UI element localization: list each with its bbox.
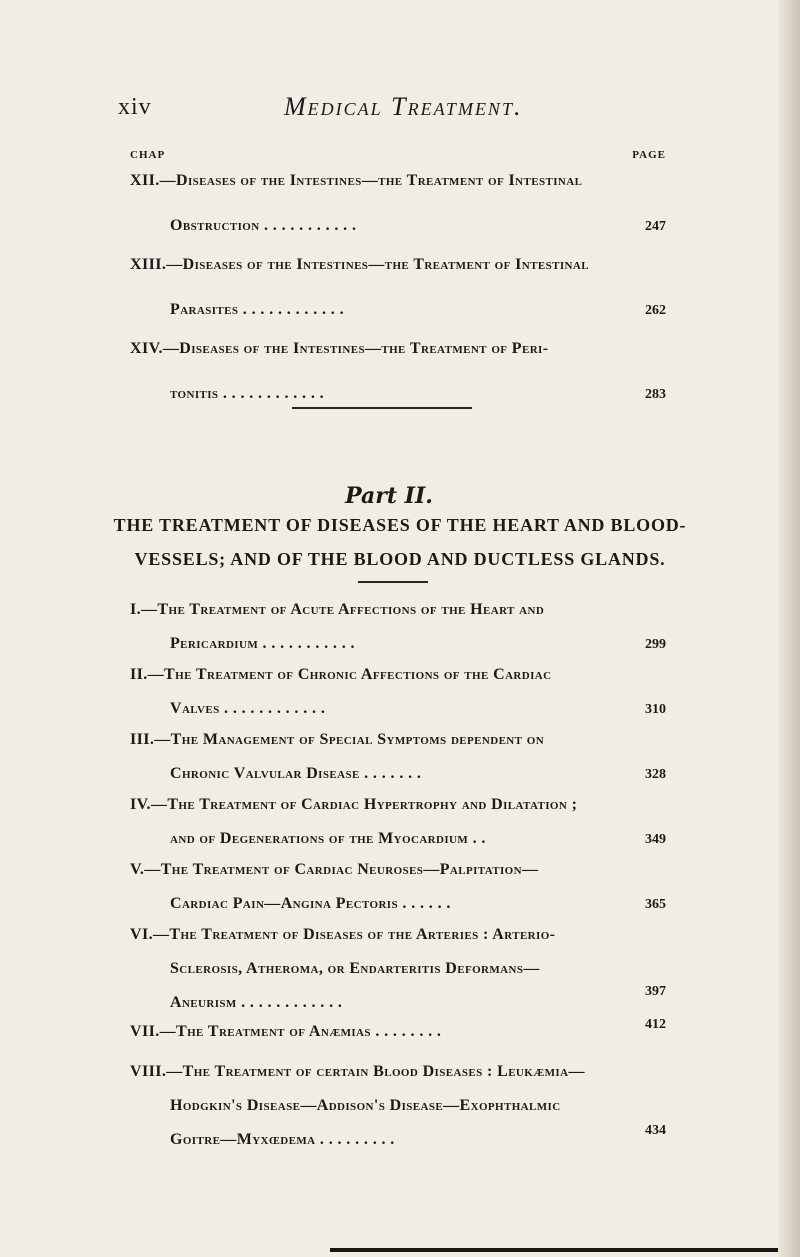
page-ref: 412 [645, 1017, 666, 1032]
chapter-number: XIII. [130, 256, 167, 273]
chapter-title: —Diseases of the Intestines—the Treatment of Intestinal [159, 172, 583, 189]
chapter-title-cont: Goitre—Myxœdema . . . . . . . . . [170, 1131, 395, 1148]
part-rule [358, 581, 428, 583]
page-ref: 299 [645, 637, 666, 652]
chapter-title: —Diseases of the Intestines—the Treatment of Intestinal [166, 256, 589, 273]
chapter-title-cont: Sclerosis, Atheroma, or Endarteritis Deformans— [170, 960, 540, 977]
part-heading [0, 483, 778, 509]
chapter-title-cont: Hodgkin's Disease—Addison's Disease—Exophthalmic [170, 1097, 561, 1114]
chapter-title-cont: and of Degenerations of the Myocardium . . [170, 830, 486, 847]
chapter-title-cont: Aneurism . . . . . . . . . . . . [170, 994, 343, 1011]
part-subtitle-line-2: VESSELS; AND OF THE BLOOD AND DUCTLESS GLANDS. [134, 549, 666, 569]
running-head [118, 92, 718, 132]
section-rule [292, 407, 472, 409]
page-ref: 397 [645, 984, 666, 999]
chapter-number: II. [130, 666, 148, 683]
chapter-title: —The Treatment of certain Blood Diseases : Leukæmia— [166, 1063, 585, 1080]
chapter-number: I. [130, 601, 142, 618]
chapter-title-cont: Obstruction . . . . . . . . . . . [170, 217, 357, 234]
page-bottom-rule [330, 1248, 778, 1252]
chapter-title: —The Treatment of Acute Affections of the Heart and [141, 601, 545, 618]
chapter-title: —The Management of Special Symptoms dependent on [154, 731, 545, 748]
page-number: xiv [118, 94, 152, 120]
page-ref: 247 [645, 219, 666, 234]
chapter-number: IV. [130, 796, 151, 813]
chapter-title: —Diseases of the Intestines—the Treatment of Peri- [162, 340, 549, 357]
chap-column-head: CHAP [130, 149, 166, 161]
page-ref: 310 [645, 702, 666, 717]
chapter-title-cont: Pericardium . . . . . . . . . . . [170, 635, 355, 652]
page-ref: 349 [645, 832, 666, 847]
chapter-number: XIV. [130, 340, 163, 357]
chapter-title-cont: Parasites . . . . . . . . . . . . [170, 301, 344, 318]
chapter-title: —The Treatment of Cardiac Neuroses—Palpitation— [144, 861, 539, 878]
page-ref: 328 [645, 767, 666, 782]
chapter-number: III. [130, 731, 155, 748]
running-title: Medical Treatment. [284, 92, 523, 121]
part-label: Part II. [345, 483, 433, 509]
chapter-title: —The Treatment of Cardiac Hypertrophy and Dilatation ; [150, 796, 578, 813]
chapter-number: VII. [130, 1023, 160, 1040]
chapter-title-cont: Cardiac Pain—Angina Pectoris . . . . . . [170, 895, 451, 912]
chapter-title-cont: Valves . . . . . . . . . . . . [170, 700, 326, 717]
chapter-title-cont: Chronic Valvular Disease . . . . . . . [170, 765, 422, 782]
page-ref: 365 [645, 897, 666, 912]
chapter-title-cont: tonitis . . . . . . . . . . . . [170, 385, 325, 402]
chapter-number: VI. [130, 926, 153, 943]
chapter-number: VIII. [130, 1063, 167, 1080]
page-ref: 283 [645, 387, 666, 402]
page-column-head: PAGE [632, 149, 666, 161]
part-subtitle-line-1: THE TREATMENT OF DISEASES OF THE HEART AND BLOOD- [113, 515, 687, 535]
chapter-number: V. [130, 861, 145, 878]
page-edge [778, 0, 800, 1257]
chapter-title: —The Treatment of Anæmias . . . . . . . . [159, 1023, 442, 1040]
page-ref: 262 [645, 303, 666, 318]
chapter-number: XII. [130, 172, 160, 189]
page-ref: 434 [645, 1123, 666, 1138]
chapter-title: —The Treatment of Diseases of the Arteries : Arterio- [152, 926, 556, 943]
chapter-title: —The Treatment of Chronic Affections of the Cardiac [147, 666, 552, 683]
